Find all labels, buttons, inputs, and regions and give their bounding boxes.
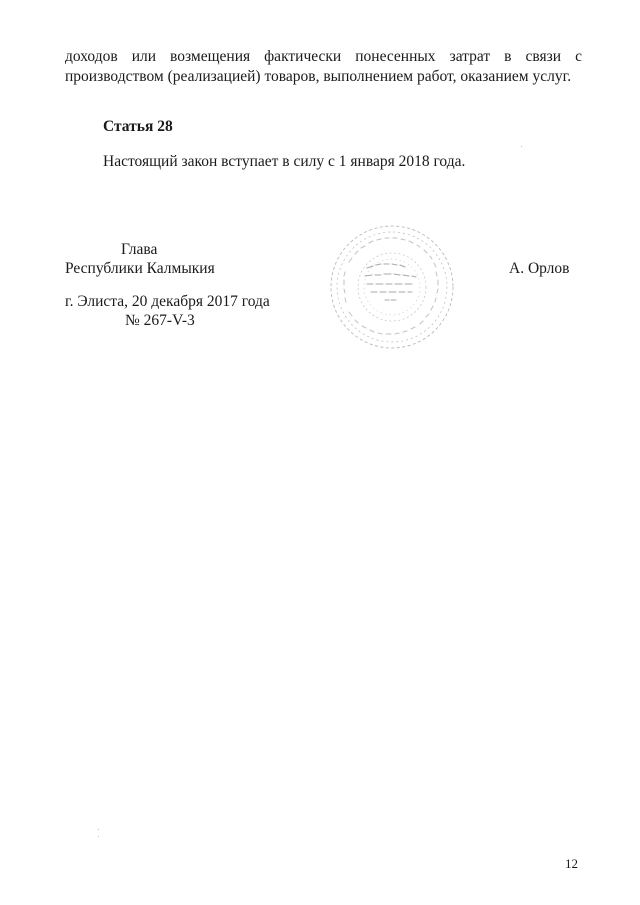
- scan-speck: [98, 829, 99, 830]
- word: связи: [525, 48, 562, 65]
- official-seal: [327, 222, 457, 352]
- place-and-date: г. Элиста, 20 декабря 2017 года: [65, 293, 270, 310]
- scan-speck: [98, 836, 99, 837]
- word: понесенных: [355, 48, 436, 65]
- signatory-name: А. Орлов: [509, 260, 570, 277]
- scan-speck: [521, 146, 522, 147]
- paragraph-line-1: [65, 47, 582, 67]
- article-text: Настоящий закон вступает в силу с 1 января 2018 года.: [103, 153, 466, 170]
- word: возмещения: [170, 48, 251, 65]
- law-number: № 267-V-3: [125, 312, 195, 329]
- word: доходов: [65, 48, 118, 65]
- word: фактически: [264, 48, 342, 65]
- signatory-role-line1: Глава: [121, 241, 158, 258]
- paragraph-line-2: производством (реализацией) товаров, выполнением работ, оказанием услуг.: [65, 68, 572, 85]
- word: затрат: [449, 48, 491, 65]
- word: с: [575, 48, 582, 65]
- word: или: [131, 48, 157, 65]
- article-title: Статья 28: [103, 118, 173, 135]
- word: в: [504, 48, 512, 65]
- signatory-role-line2: Республики Калмыкия: [65, 260, 215, 277]
- page-number: 12: [565, 856, 578, 871]
